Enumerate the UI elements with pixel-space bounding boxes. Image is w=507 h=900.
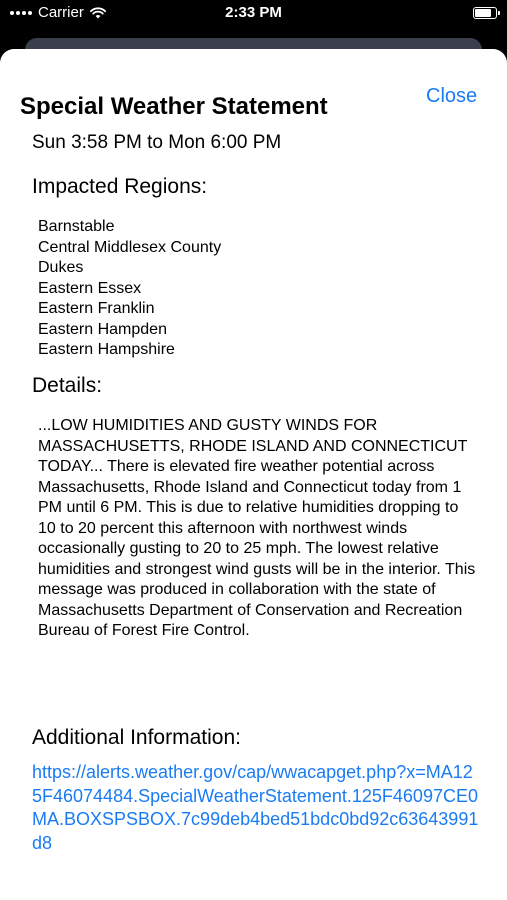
alert-time-range: Sun 3:58 PM to Mon 6:00 PM — [32, 132, 282, 153]
additional-information-heading: Additional Information: — [32, 726, 241, 749]
details-text: ...LOW HUMIDITIES AND GUSTY WINDS FOR MASSACHUSETTS, RHODE ISLAND AND CONNECTICUT TODAY... There is elevated fire weather potential across Massachusetts, Rhode Island and Connecticut today from 1 PM until 6 PM. This is due to relative humidities dropping to 10 to 20 percent this afternoon with northwest winds occasionally gusting to 20 to 25 mph. The lowest relative humidities and strongest wind gusts will be in the interior. This message was produced in collaboration with the state of Massachusetts Department of Conservation and Recreation Bureau of Forest Fire Control. — [38, 417, 476, 639]
battery-icon — [473, 7, 497, 19]
region-item: Dukes — [38, 259, 84, 276]
region-item: Central Middlesex County — [38, 238, 222, 256]
region-item: Eastern Essex — [38, 279, 142, 297]
carrier-name: Carrier — [38, 4, 84, 21]
alert-title: Special Weather Statement — [20, 93, 328, 120]
close-button[interactable]: Close — [426, 85, 478, 107]
status-time: 2:33 PM — [225, 4, 282, 21]
region-item: Eastern Hampshire — [38, 341, 175, 358]
impacted-regions-list — [38, 217, 221, 361]
impacted-regions-heading: Impacted Regions: — [32, 175, 208, 198]
alert-detail-sheet — [0, 49, 507, 900]
battery-fill — [475, 9, 491, 17]
status-bar — [0, 0, 507, 30]
additional-information-link[interactable]: https://alerts.weather.gov/cap/wwacapget.php?x=MA125F46074484.SpecialWeatherStatement.125F46097CE0MA.BOXSPSBOX.7c99deb4bed51bdc0bd92c63643991d8 — [32, 762, 479, 853]
region-item: Barnstable — [38, 218, 115, 235]
region-item: Eastern Hampden — [38, 320, 167, 338]
details-heading: Details: — [32, 374, 103, 397]
region-item: Eastern Franklin — [38, 300, 155, 317]
